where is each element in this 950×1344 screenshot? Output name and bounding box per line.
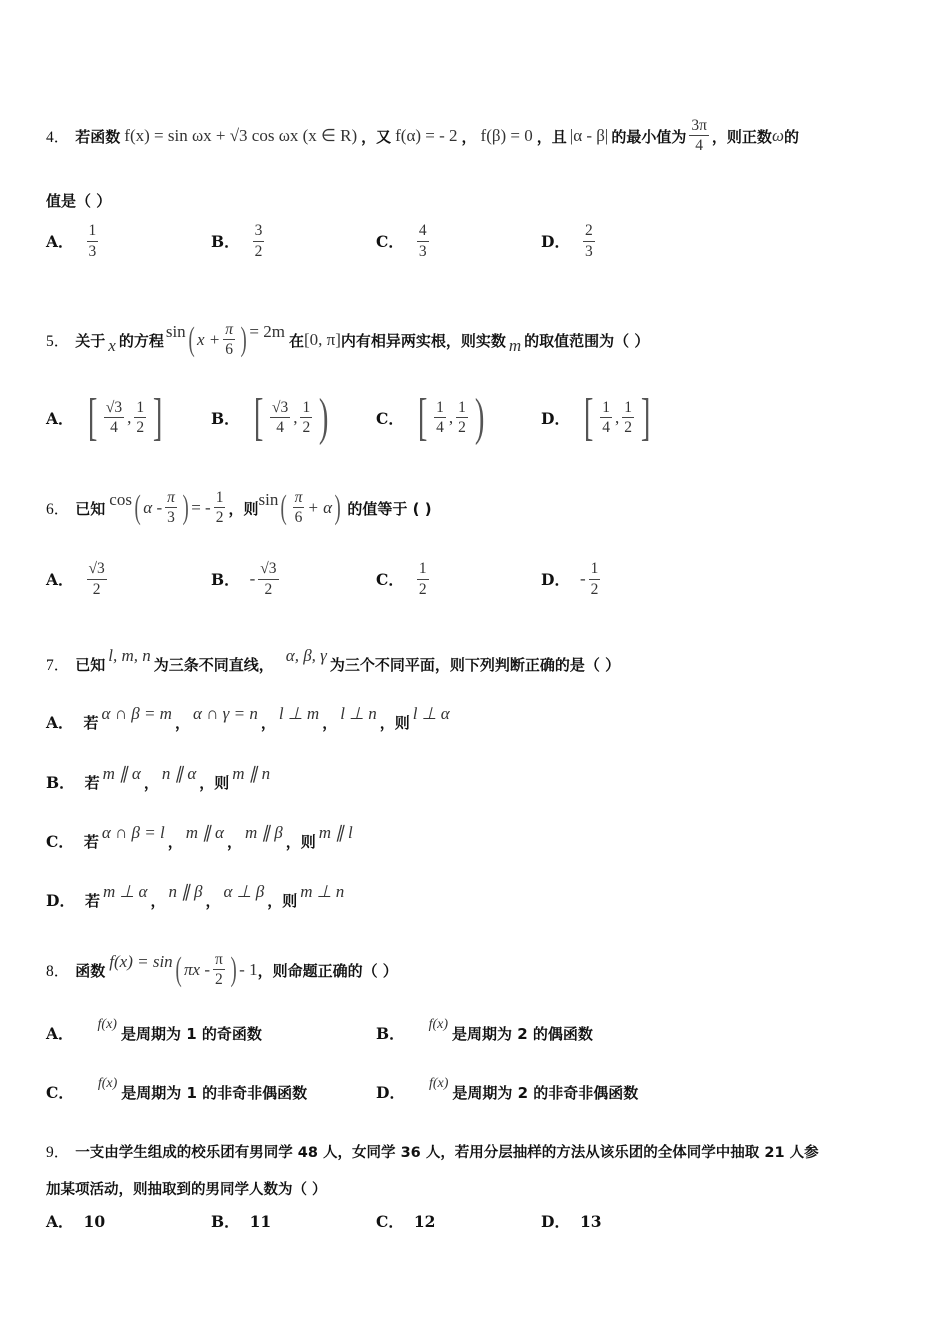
q5-b-den2: 2 (302, 419, 311, 437)
q4-number: 4． (46, 129, 70, 146)
q6-option-c[interactable] (376, 560, 432, 599)
q6-a-den: 2 (92, 580, 101, 598)
q7-b-pre: 若 (84, 773, 100, 792)
q7-d-then: ，则 (267, 891, 298, 910)
q5-c-open: [ (417, 389, 428, 446)
q8-option-a[interactable] (46, 1017, 262, 1044)
q6-number: 6． (46, 501, 70, 518)
q7-d-c3: α ⊥ β (223, 882, 265, 901)
q5-c-den1: 4 (436, 419, 444, 437)
q6-eq: = - (191, 498, 211, 517)
q4-option-d-label: D． (541, 232, 570, 252)
q5-a-close: ] (153, 389, 163, 446)
q4-text-tail: 的 (783, 127, 799, 146)
q5-option-c[interactable]: C． [ $\frac{1}{4}$ , $\frac{1}{2}$ ) (376, 389, 485, 446)
q6-option-b-label: B． (211, 570, 240, 590)
q6-intro: 已知 (75, 499, 106, 518)
q7-b-then: ，则 (199, 773, 230, 792)
q4-min-fraction (689, 117, 709, 156)
q9-option-d-label: D． (541, 1212, 570, 1231)
q8-b-text: 是周期为 2 的偶函数 (452, 1024, 593, 1043)
q9-option-b-label: B． (211, 1212, 240, 1231)
q7-a-c3: l ⊥ m (278, 704, 320, 723)
q7-b-c2: n ∥ α (161, 764, 197, 783)
q8-a-text: 是周期为 1 的奇函数 (120, 1024, 262, 1043)
q7-a-c1: α ∩ β = m (101, 704, 172, 723)
q5-option-b-label: B． (211, 409, 240, 428)
q5-a-den2: 2 (136, 419, 145, 437)
q4-c-num: 4 (417, 222, 429, 242)
q9-a-text: 10 (83, 1211, 106, 1231)
q6-c-den: 2 (418, 580, 427, 598)
q5-interval: [0, π] (303, 330, 341, 349)
q4-intro: 若函数 (75, 127, 121, 146)
q9-text-line1: 一支由学生组成的校乐团有男同学 48 人，女同学 36 人，若用分层抽样的方法从该乐团的全体同学中抽取 21 人参 (75, 1144, 819, 1161)
q7-lines: l, m, n (108, 646, 151, 665)
q4-min-den: 4 (695, 137, 703, 155)
q7-a-res: l ⊥ α (412, 704, 450, 723)
q9-option-a-label: A． (46, 1212, 74, 1231)
q8-option-b[interactable] (376, 1017, 593, 1044)
q5-paren-right: ) (240, 321, 247, 358)
q7-number: 7． (46, 657, 70, 674)
q5-c-close: ) (474, 389, 485, 446)
q4-line1 (46, 112, 910, 160)
q6-d-sign: - (579, 569, 586, 589)
q9-option-a[interactable] (46, 1210, 105, 1232)
q4-b-num: 3 (253, 222, 265, 242)
q5-b-num1: √3 (270, 399, 290, 419)
q7-a-pre: 若 (83, 713, 99, 732)
q8-option-c[interactable] (46, 1076, 308, 1103)
q8-pi: π (213, 951, 225, 971)
q8-two: 2 (215, 971, 223, 989)
q5-eq-pi: π (223, 321, 235, 341)
q6-option-b[interactable] (211, 560, 282, 599)
q7-option-c-label: C． (46, 832, 74, 851)
q7-c-c1: α ∩ β = l (101, 823, 165, 842)
q4-abs: |α - β| (569, 126, 609, 145)
q4-comma: ， (461, 127, 477, 146)
q8-c-fx: f(x) (97, 1076, 118, 1091)
q6-three: 3 (167, 509, 175, 527)
q6-paren-right1: ) (182, 489, 189, 526)
q5-a-open: [ (87, 389, 97, 446)
q9-d-text: 13 (579, 1211, 602, 1231)
q5-d-close: ] (640, 389, 651, 446)
q7-c-res: m ∥ l (318, 823, 353, 842)
q6-cos: cos (109, 490, 132, 509)
q7-option-b[interactable]: B． 若 m ∥ α ， n ∥ α ，则 m ∥ n (46, 764, 271, 792)
q5-a-num2: 1 (134, 399, 146, 419)
q8-paren-right: ) (230, 951, 237, 988)
q5-option-d[interactable]: D． [ $\frac{1}{4}$ , $\frac{1}{2}$ ] (541, 389, 651, 446)
q8-a-fx: f(x) (97, 1017, 117, 1032)
q7-c-c2: m ∥ α (185, 823, 224, 842)
q6-six: 6 (294, 509, 303, 527)
q5-b-den1: 4 (276, 419, 284, 437)
q9-number: 9． (46, 1144, 70, 1161)
q8-option-a-label: A． (46, 1024, 74, 1043)
q5-b-num2: 1 (300, 399, 312, 419)
q7-d-c1: m ⊥ α (102, 882, 148, 901)
q5-option-b[interactable]: B． [ $\frac{√3}{4}$ , $\frac{1}{2}$ ) (211, 389, 329, 446)
q5-c-num2: 1 (456, 399, 468, 419)
q5-d-den2: 2 (624, 419, 633, 437)
q5-d-num2: 1 (622, 399, 634, 419)
q6-paren-left1: ( (134, 489, 141, 526)
q9-b-text: 11 (249, 1211, 272, 1231)
q5-b-close: ) (319, 389, 329, 446)
q4-text-mid2: ，且 (536, 127, 567, 146)
q7-a-c4: l ⊥ n (340, 704, 377, 723)
q6-half-num: 1 (214, 489, 226, 509)
q4-text-line2: 值是（ ） (46, 191, 112, 210)
q7-text-mid1: 为三条不同直线， (153, 655, 274, 674)
q5-option-d-label: D． (541, 409, 570, 428)
q6-b-num: √3 (258, 560, 278, 580)
q4-b-den: 2 (254, 242, 263, 260)
q7-option-d-label: D． (46, 891, 75, 910)
q6-b-den: 2 (264, 580, 273, 598)
q5-text-mid3: 内有相异两实根，则实数 (340, 331, 506, 350)
q9-option-c-label: C． (376, 1212, 404, 1231)
q9-text-line2: 加某项活动，则抽取到的男同学人数为（ ） (46, 1181, 327, 1198)
q4-option-a-label: A． (46, 232, 74, 252)
q4-option-b[interactable] (211, 222, 267, 261)
q8-minus1: - 1 (239, 960, 258, 979)
q6-b-sign: - (249, 569, 256, 589)
q5-var-x: x (108, 336, 116, 355)
q4-min-num: 3π (689, 117, 709, 137)
q7-option-a[interactable]: A． 若 α ∩ β = m ， α ∩ γ = n ， l ⊥ m ， l ⊥ n ，则 l ⊥ α (46, 704, 450, 732)
q5-c-num1: 1 (434, 399, 446, 419)
q4-text-mid4: ，则正数 (711, 127, 772, 146)
q5-text-mid2: 在 (288, 331, 304, 350)
q4-option-c-label: C． (376, 232, 404, 252)
q7-a-c2: α ∩ γ = n (192, 704, 258, 723)
q6-c-num: 1 (417, 560, 429, 580)
q6-text-mid: ，则 (228, 499, 259, 518)
q6-half-den: 2 (215, 509, 224, 527)
q8-line1 (46, 942, 910, 998)
q6-d-den: 2 (590, 580, 599, 598)
q6-option-d[interactable] (541, 560, 603, 599)
q6-sin: sin (258, 490, 279, 509)
q6-pi2: π (293, 489, 305, 509)
q8-option-d[interactable] (376, 1076, 639, 1103)
q4-option-b-label: B． (211, 232, 240, 252)
q4-line2 (46, 188, 910, 212)
q5-number: 5． (46, 333, 70, 350)
q8-c-text: 是周期为 1 的非奇非偶函数 (121, 1083, 308, 1102)
q8-text-tail: ，则命题正确的（ ） (257, 961, 398, 980)
q9-option-c[interactable] (376, 1210, 435, 1232)
q6-a-num: √3 (87, 560, 107, 580)
q8-intro: 函数 (75, 961, 106, 980)
q7-option-b-label: B． (46, 773, 75, 792)
q8-d-fx: f(x) (428, 1076, 449, 1091)
q6-paren-right2: ) (334, 489, 341, 526)
q7-option-d[interactable]: D． 若 m ⊥ α ， n ∥ β ， α ⊥ β ，则 m ⊥ n (46, 882, 345, 910)
q5-d-num1: 1 (600, 399, 612, 419)
q6-text-tail: 的值等于 ( ) (347, 499, 432, 518)
q4-option-a[interactable] (46, 222, 101, 261)
q6-pi1: π (165, 489, 177, 509)
q5-eq-six: 6 (225, 341, 234, 359)
q5-option-a[interactable]: A． [ $\frac{√3}{4}$ , $\frac{1}{2}$ ] (46, 389, 163, 446)
q4-function: f(x) = sin ωx + √3 cos ωx (x ∈ R) (124, 126, 358, 145)
q7-d-c2: n ∥ β (168, 882, 203, 901)
q4-a-num: 1 (87, 222, 99, 242)
q7-planes: α, β, γ (285, 646, 327, 665)
q8-number: 8． (46, 963, 70, 980)
q5-d-den1: 4 (602, 419, 611, 437)
q6-option-a[interactable] (46, 560, 110, 599)
q7-d-res: m ⊥ n (300, 882, 345, 901)
q5-c-den2: 2 (458, 419, 466, 437)
q4-a-den: 3 (88, 242, 97, 260)
q9-option-b[interactable] (211, 1210, 271, 1232)
q7-option-a-label: A． (46, 713, 74, 732)
q7-c-then: ，则 (285, 832, 316, 851)
q4-text-mid1: ，又 (361, 127, 392, 146)
q6-paren-left2: ( (280, 489, 288, 526)
q5-sin: sin (165, 322, 186, 341)
q9-line2 (46, 1176, 910, 1200)
q6-option-d-label: D． (541, 570, 570, 590)
q9-line1 (46, 1139, 910, 1163)
q5-text-mid1: 的方程 (118, 331, 164, 350)
q5-a-num1: √3 (104, 399, 124, 419)
q4-d-num: 2 (583, 222, 595, 242)
q5-line1 (46, 312, 910, 368)
q5-b-open: [ (253, 389, 264, 446)
q7-a-then: ，则 (379, 713, 410, 732)
q8-arg: πx - (184, 960, 210, 979)
q7-intro: 已知 (75, 655, 106, 674)
q6-option-c-label: C． (376, 570, 404, 590)
q9-c-text: 12 (413, 1211, 436, 1231)
q5-var-m: m (508, 336, 522, 355)
q6-line1 (46, 480, 910, 536)
q8-b-fx: f(x) (428, 1017, 449, 1032)
q8-f: f(x) = sin (109, 952, 173, 971)
q9-option-d[interactable] (541, 1210, 602, 1232)
q7-b-res: m ∥ n (232, 764, 271, 783)
q4-option-d[interactable] (541, 222, 598, 261)
q8-d-text: 是周期为 2 的非奇非偶函数 (452, 1083, 639, 1102)
q5-paren-left: ( (188, 321, 195, 358)
q6-arg1: α - (143, 498, 163, 517)
q4-cond1: f(α) = - 2 (395, 126, 458, 145)
q7-line1 (46, 644, 910, 684)
q5-text-tail: 的取值范围为（ ） (524, 331, 650, 350)
q5-a-den1: 4 (110, 419, 118, 437)
q7-text-tail: 为三个不同平面，则下列判断正确的是（ ） (329, 655, 621, 674)
q5-d-open: [ (583, 389, 594, 446)
q4-c-den: 3 (418, 242, 427, 260)
q5-eq-x: x + (197, 330, 221, 349)
q7-c-c3: m ∥ β (244, 823, 283, 842)
q6-option-a-label: A． (46, 570, 74, 590)
q7-d-pre: 若 (84, 891, 100, 910)
q4-text-mid3: 的最小值为 (611, 127, 687, 146)
q7-c-pre: 若 (83, 832, 99, 851)
q5-option-c-label: C． (376, 409, 404, 428)
q6-arg2: + α (307, 498, 333, 517)
q4-omega: ω (771, 126, 784, 145)
q7-b-c1: m ∥ α (102, 764, 141, 783)
q5-option-a-label: A． (46, 409, 74, 428)
q4-option-c[interactable] (376, 222, 432, 261)
q4-d-den: 3 (584, 242, 593, 260)
q8-option-d-label: D． (376, 1083, 405, 1102)
q8-paren-left: ( (175, 951, 182, 988)
q4-cond2: f(β) = 0 (480, 126, 533, 145)
q6-d-num: 1 (589, 560, 601, 580)
q8-option-b-label: B． (376, 1024, 405, 1043)
q5-eq-rhs: = 2m (249, 322, 285, 341)
q7-option-c[interactable]: C． 若 α ∩ β = l ， m ∥ α ， m ∥ β ，则 m ∥ l (46, 823, 353, 851)
q8-option-c-label: C． (46, 1083, 74, 1102)
q5-intro: 关于 (75, 331, 106, 350)
